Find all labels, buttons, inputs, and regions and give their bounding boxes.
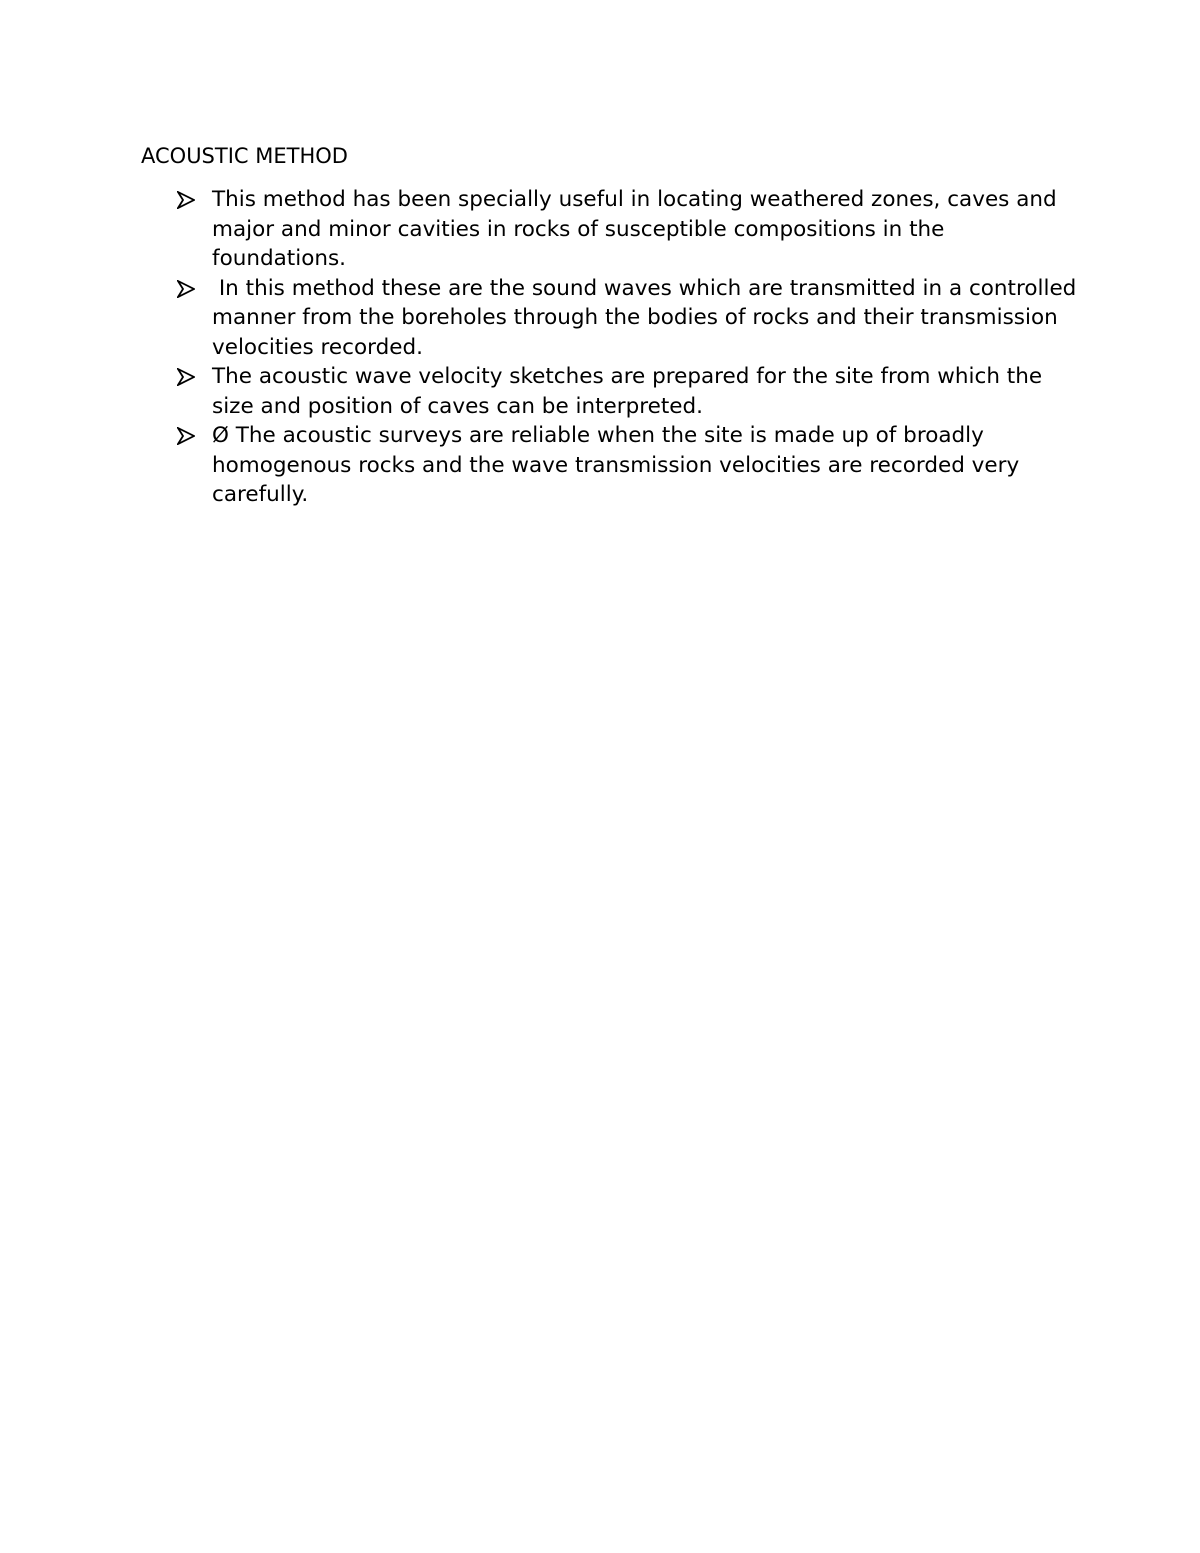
list-item [141,421,1081,510]
document-body [141,141,1084,510]
bullet-list [141,185,1084,510]
list-item-text: This method has been specially useful in locating weathered zones, caves and major and minor cavities in rocks of susceptible compositions in the foundations. [212,187,1057,271]
list-item [141,185,1081,274]
document-heading: ACOUSTIC METHOD [141,144,348,168]
arrowhead-bullet-icon [177,280,195,298]
arrowhead-bullet-icon [177,191,195,209]
arrowhead-bullet-icon [177,427,195,445]
list-item-text: In this method these are the sound waves which are transmitted in a controlled manner from the boreholes through the bodies of rocks and their transmission velocities recorded. [212,275,1084,360]
list-item [141,274,1084,363]
list-item [141,362,1081,421]
list-item-text: Ø The acoustic surveys are reliable when the site is made up of broadly homogenous rocks and the wave transmission velocities are recorded very carefully. [212,423,1020,507]
list-item-text: The acoustic wave velocity sketches are prepared for the site from which the size and position of caves can be interpreted. [212,364,1043,419]
arrowhead-bullet-icon [177,368,195,386]
